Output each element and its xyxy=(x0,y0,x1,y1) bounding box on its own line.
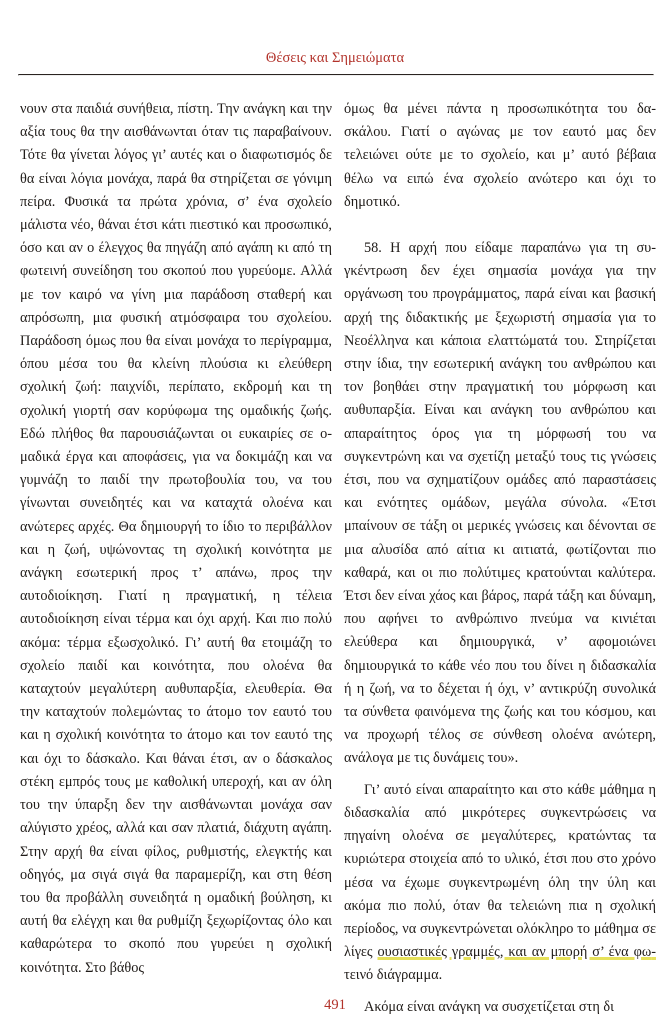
text-run: τεινό διάγραμμα. xyxy=(344,967,443,984)
paragraph: νουν στα παιδιά συνήθεια, πίστη. Την ανάγκη και την αξία τους θα την αισθάνωνται όταν τις παραβαίνουν. Τότε θα γίνεται λόγος γι’ αυτές και ο διαφωτισμός δε θα είναι λόγια μονάχα, παρά θα στηρίζεται σε γόνιμη πείρα. Φυσικά τα πρώτα χρόνια, σ’ ένα σχολείο μάλιστα νέο, θάναι έτσι κάτι πιεστικό και προσωπικό, όσο και αν ο έλεγχος θα πηγάζη από αγάπη κι από τη φωτεινή συνείδηση του σκοπού που γυρεύομε. Αλλά με τον καιρό να γίνη μια παράδοση σταθερή και απρόσωπη, μια φυσική ατμόσφαιρα του σχολείου. Παράδοση όμως που θα είναι μονάχα το περίγραμμα, όπου μέσα του θα κλείνη πλούσια κι ελεύθερη σχολική ζωή: παιχνίδι, περίπατο, εκδρομή και τη σχολική γιορτή σαν κορύφωμα της ομαδικής ζωής. Εδώ πλήθος θα παρουσιάζωνται οι ευκαιρίες σε ομαδικά έργα και αποφάσεις, για να δοκιμάζη και να γυμνάζη το παιδί την πρωτοβουλία του, να του γίνωνται συνειδητές και να καταχτά ολοένα και ανώτερες αρχές. Θα δημιουργή το ίδιο το περιβάλλον και η ζωή, υψώνοντας τη σχολική κοινότητα με ανάγκη εσωτερική προς τ’ απάνω, προς την αυτοδιοίκηση. Γιατί η πραγματική, η τέλεια αυτοδιοίκηση είναι τέρμα και όχι αρχή. Και πιο πολύ ακόμα: τέρμα εξωσχολικό. Γι’ αυτή θα ετοιμάζη το σχολείο παιδί και κοινότητα, που ολοένα θα καταχτούν μεγαλύτερη αυθυπαρξία, ελευθερία. Θα την καταχτούν πολεμώντας το άτομο τον εαυτό του και η σχολική κοινότητα το άτομο και τον εαυτό της και όχι το δάσκαλο. Και θάναι έτσι, αν ο δάσκαλος στέκη εμπρός τους με καθολική υπεροχή, και αν όλη του την ύπαρξη δεν την αισθάνωνται μονάχα σαν αλύγιστο χρέος, αλλά και σαν πλατιά, διάχυτη αγάπη. Στην αρχή θα είναι φίλος, ρυθμιστής, ελεγκτής και οδηγός, μα σιγά σιγά θα παραμερίζη, και στη θέση του θα προβάλλη συνειδητά η ομαδική βούληση, κι αυτή θα ελέγχη και θα ρυθμίζη ξεχωρίζοντας όλο και καθαρώτερα το σκοπό που γυρεύει η σχολική κοινότητα. Στο βάθος xyxy=(20,101,332,976)
page-number: 491 xyxy=(324,997,346,1013)
section-58-paragraph: 58. Η αρχή που είδαμε παραπάνω για τη συγκέντρωση δεν έχει σημασία μονάχα για την οργάνωση του προγράμματος, παρά είναι και βασική αρχή της διδακτικής με ξεχωριστή σημασία για το Νεοέλληνα και κάποια ελαττώματά του. Στηρίζεται στην ίδια, την εσωτερική ανάγκη του ανθρώπου και τον βοηθάει στην πραγματική του μόρφωση και αυθυπαρξία. Είναι και ανάγκη του ανθρώπου και απαραίτητος όρος για τη μόρφωσή του να συγκεντρώνη και να σχετίζη μεταξύ τους τις γνώσεις έτσι, που να σχηματίζουν ομάδες από παραστάσεις και ενότητες ομάδων, μεγάλα σύνολα. «Έτσι μπαίνουν σε τάξη οι μερικές γνώσεις και δένονται σε μια αλυσίδα από αίτια κι αιτιατά, φωτίζονται πιο καθαρά, και οι πιο πολύτιμες κρατούνται καλύτερα. Έτσι δεν είναι χάος και βάρος, παρά τάξη και δύναμη, που αφήνει το ανθρώπινο πνεύμα να κινιέται ελεύθερα και δημιουργικά, ν’ αφομοιώνει δημιουργικά το κάθε νέο που του δίνει η διδασκαλία ή η ζωή, να το δέχεται ή όχι, ν’ αντικρύζη συνολικά τα σύνθετα φαινόμενα της ζωής και του κόσμου, και να προχωρή τέλος σε σύνθεση ολοένα ανώτερη, ανάλογα με τις δυνάμεις του». xyxy=(344,240,656,767)
paragraph: όμως θα μένει πάντα η προσωπικότητα του δασκάλου. Γιατί ο αγώνας με τον εαυτό μας δεν τελειώνει ούτε με το σχολείο, και μ’ αυτό βέβαια θέλω να ειπώ ένα σχολείο ανώτερο και όχι το δημοτικό. xyxy=(344,101,656,210)
highlighted-text: ουσιαστικές γραμμές, και αν μπορή σ’ ένα φω xyxy=(377,944,656,961)
paragraph xyxy=(344,779,656,988)
header-rule xyxy=(18,74,654,76)
left-column xyxy=(20,98,332,980)
text-run: Γι’ αυτό είναι απαραίτητο και στο κάθε μάθημα η διδασκαλία από μικρότερες συγκεντρώσεις να πηγαίνη ολοένα σε μεγαλύτερες, κρατώντας τα κυριώτερα στοιχεία από το υλικό, έτσι που στο χρόνο μέσα να έχωμε συγκεντρωμένη όλη την ύλη και ακόμα πιο πολύ, όταν θα τελειώνη πια η σχολική περίοδος, να συγκεντρώνεται ολόκληρο το μάθημα σε λίγες xyxy=(344,781,656,961)
running-header: Θέσεις και Σημειώματα xyxy=(265,50,405,66)
right-column xyxy=(344,98,656,1019)
paragraph: Ακόμα είναι ανάγκη να συσχετίζεται στη δι xyxy=(364,998,614,1015)
